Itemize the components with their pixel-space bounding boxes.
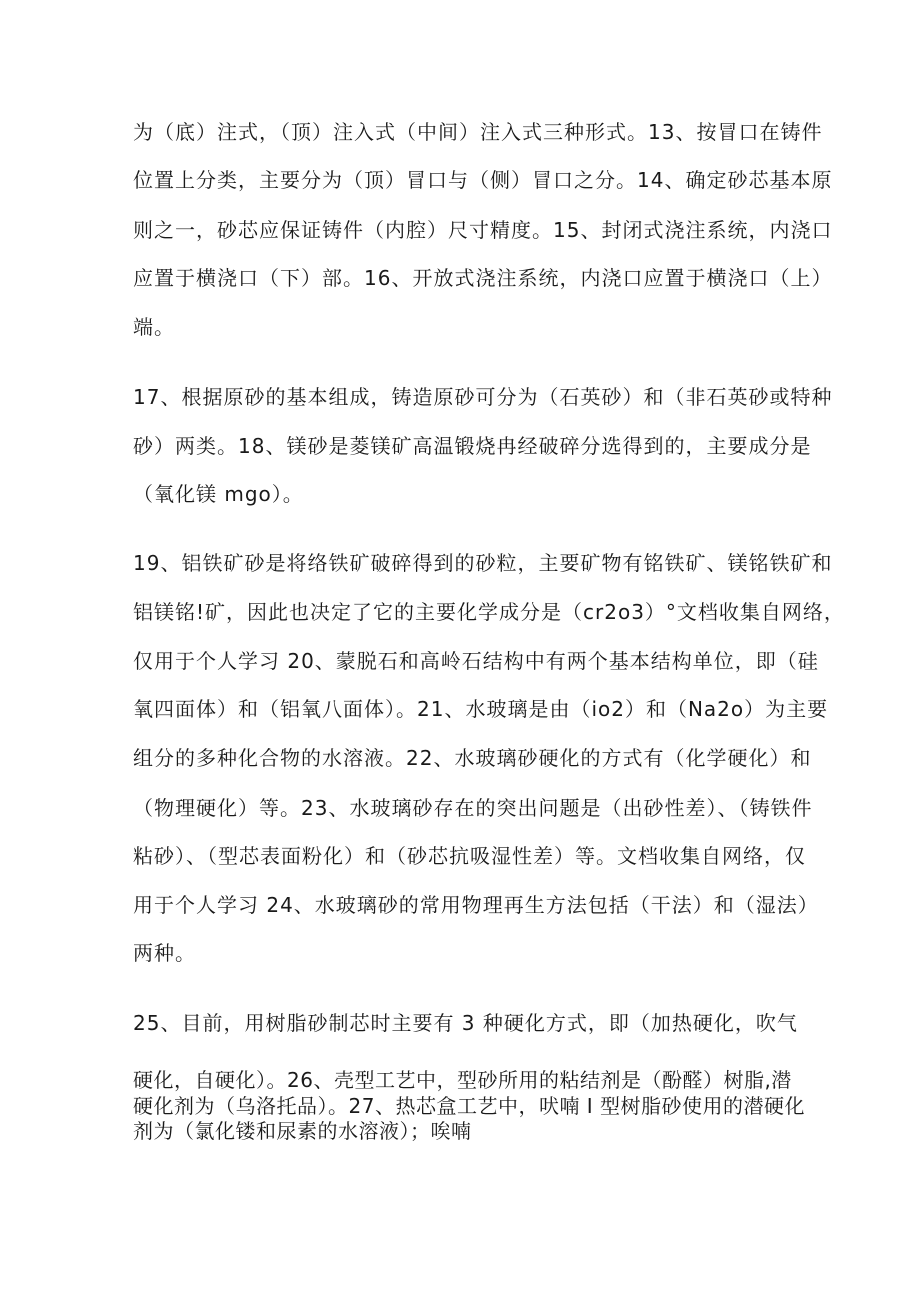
text-line: 铝镁铭!矿，因此也决定了它的主要化学成分是（cr2o3）°文档收集自网络，: [133, 600, 845, 624]
text-line: 19、铝铁矿砂是将络铁矿破碎得到的砂粒，主要矿物有铭铁矿、镁铭铁矿和: [133, 551, 833, 575]
text-line: 硬化剂为（乌洛托品）。27、热芯盒工艺中，吠喃 I 型树脂砂使用的潜硬化: [133, 1094, 806, 1118]
text-line: 应置于横浇口（下）部。16、开放式浇注系统，内浇口应置于横浇口（上）: [133, 266, 833, 290]
text-line: 17、根据原砂的基本组成，铸造原砂可分为（石英砂）和（非石英砂或特种: [133, 385, 833, 409]
text-line: 仅用于个人学习 20、蒙脱石和高岭石结构中有两个基本结构单位，即（硅: [133, 649, 819, 673]
text-line: 粘砂）、（型芯表面粉化）和（砂芯抗吸湿性差）等。文档收集自网络，仅: [133, 844, 806, 868]
text-line: 25、目前，用树脂砂制芯时主要有 3 种硬化方式，即（加热硬化，吹气: [133, 1011, 798, 1035]
text-line: 两种。: [133, 941, 196, 965]
text-line: 为（底）注式，（顶）注入式（中间）注入式三种形式。13、按冒口在铸件: [133, 120, 823, 144]
text-line: 用于个人学习 24、水玻璃砂的常用物理再生方法包括（干法）和（湿法）: [133, 893, 819, 917]
text-line: （氧化镁 mgo）。: [133, 482, 304, 506]
text-line: （物理硬化）等。23、水玻璃砂存在的突出问题是（出砂性差）、（铸铁件: [133, 796, 813, 820]
text-line: 则之一，砂芯应保证铸件（内腔）尺寸精度。15、封闭式浇注系统，内浇口: [133, 218, 833, 242]
text-line: 氧四面体）和（铝氧八面体）。21、水玻璃是由（io2）和（Na2o）为主要: [133, 697, 829, 721]
text-line: 剂为（氯化镂和尿素的水溶液）；唉喃: [133, 1119, 472, 1143]
text-line: 硬化，自硬化）。26、壳型工艺中，型砂所用的粘结剂是（酚醛）树脂,潜: [133, 1068, 792, 1092]
text-line: 组分的多种化合物的水溶液。22、水玻璃砂硬化的方式有（化学硬化）和: [133, 746, 812, 770]
text-line: 砂）两类。18、镁砂是菱镁矿高温锻烧冉经破碎分选得到的，主要成分是: [133, 434, 812, 458]
text-line: 端。: [133, 315, 175, 339]
text-line: 位置上分类，主要分为（顶）冒口与（侧）冒口之分。14、确定砂芯基本原: [133, 168, 833, 192]
